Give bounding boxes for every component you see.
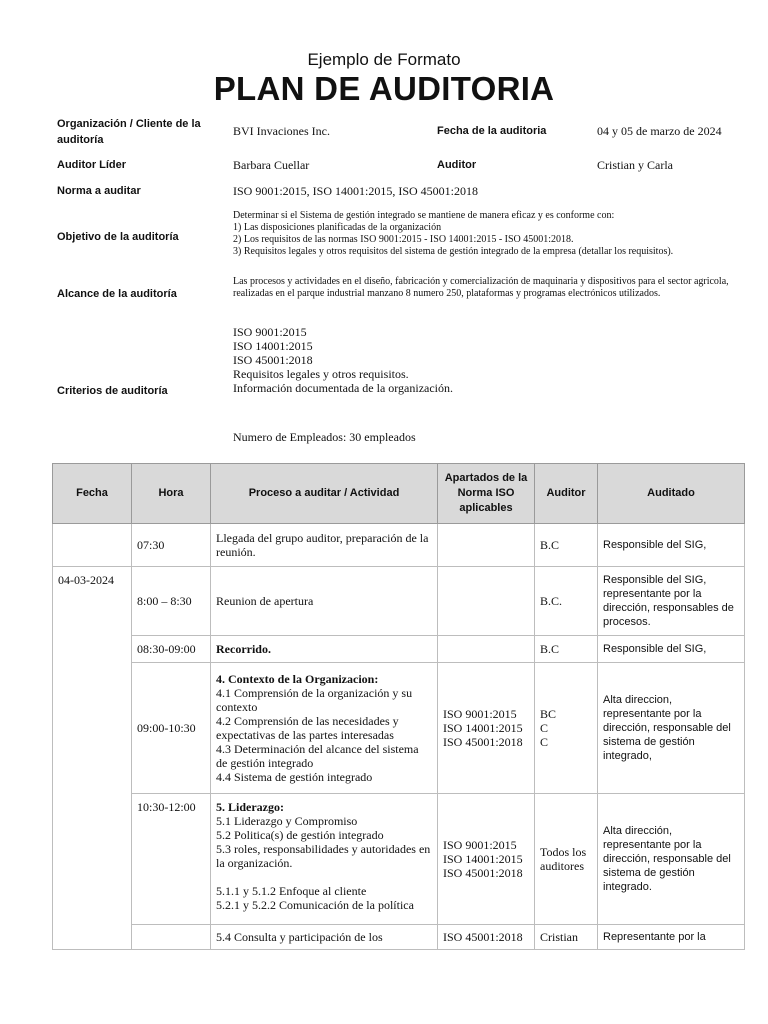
format-subtitle: Ejemplo de Formato bbox=[307, 50, 461, 69]
proceso-detail: 4.1 Comprensión de la organización y su contexto 4.2 Comprensión de las necesidades y expectativas de las partes interesadas 4.3 Determinación del alcance del sistema de gestión integrado 4.4 Sistema de gestión integrado bbox=[216, 686, 419, 784]
table-row bbox=[53, 663, 745, 794]
lider-value: Barbara Cuellar bbox=[233, 158, 310, 172]
header-auditor: Auditor bbox=[535, 464, 598, 524]
lider-label: Auditor Líder bbox=[57, 159, 127, 171]
criterios-label: Criterios de auditoría bbox=[57, 385, 168, 397]
cell-auditado: Responsible del SIG, bbox=[598, 524, 745, 567]
table-row bbox=[53, 925, 745, 950]
cell-auditado: Alta dirección, representante por la dirección, responsable del sistema de gestión integrado. bbox=[598, 794, 745, 925]
cell-proceso: 5.4 Consulta y participación de los bbox=[211, 925, 438, 950]
norma-label: Norma a auditar bbox=[57, 185, 141, 197]
page-title: PLAN DE AUDITORIA bbox=[213, 70, 555, 107]
cell-hora: 07:30 bbox=[132, 524, 211, 567]
norma-value: ISO 9001:2015, ISO 14001:2015, ISO 45001:2018 bbox=[233, 184, 479, 198]
cell-proceso: Reunion de apertura bbox=[211, 567, 438, 636]
table-row bbox=[53, 567, 745, 636]
table-header-row bbox=[53, 464, 745, 524]
header-fecha: Fecha bbox=[53, 464, 132, 524]
cell-apartados: ISO 9001:2015 ISO 14001:2015 ISO 45001:2018 bbox=[438, 794, 535, 925]
cell-hora: 09:00-10:30 bbox=[132, 663, 211, 794]
cell-hora: 10:30-12:00 bbox=[132, 794, 211, 925]
cell-proceso: Llegada del grupo auditor, preparación de la reunión. bbox=[211, 524, 438, 567]
cell-fecha: 04-03-2024 bbox=[53, 567, 132, 950]
cell-fecha bbox=[53, 524, 132, 567]
proceso-title: 5. Liderazgo: bbox=[216, 800, 284, 814]
criterios-value: ISO 9001:2015 ISO 14001:2015 ISO 45001:2018 Requisitos legales y otros requisitos. Información documentada de la organización. bbox=[233, 325, 454, 395]
cell-apartados: ISO 45001:2018 bbox=[438, 925, 535, 950]
table-row bbox=[53, 636, 745, 663]
cell-apartados bbox=[438, 567, 535, 636]
header-proceso: Proceso a auditar / Actividad bbox=[211, 464, 438, 524]
header-hora: Hora bbox=[132, 464, 211, 524]
header-auditado: Auditado bbox=[598, 464, 745, 524]
cell-hora: 08:30-09:00 bbox=[132, 636, 211, 663]
cell-apartados: ISO 9001:2015 ISO 14001:2015 ISO 45001:2018 bbox=[438, 663, 535, 794]
cell-apartados bbox=[438, 636, 535, 663]
cell-auditado: Representante por la bbox=[598, 925, 745, 950]
fecha-label: Fecha de la auditoria bbox=[437, 125, 547, 137]
cell-auditor: BC C C bbox=[535, 663, 598, 794]
table-row bbox=[53, 524, 745, 567]
objetivo-label: Objetivo de la auditoría bbox=[57, 231, 179, 243]
auditor-label: Auditor bbox=[437, 159, 477, 171]
org-value: BVI Invaciones Inc. bbox=[233, 124, 330, 138]
proceso-detail: 5.1 Liderazgo y Compromiso 5.2 Politica(s) de gestión integrado 5.3 roles, responsabilidades y autoridades en la organización. 5.1.1 y 5.1.2 Enfoque al cliente 5.2.1 y 5.2.2 Comunicación de la política bbox=[216, 814, 431, 912]
cell-apartados bbox=[438, 524, 535, 567]
alcance-value: Las procesos y actividades en el diseño, fabricación y comercialización de maquinaria y dispositivos para el sector agricola, realizadas en el parque industrial manzano 8 numero 250, plataformas y programas electrónicos utilizados. bbox=[233, 276, 729, 299]
empleados-text: Numero de Empleados: 30 empleados bbox=[233, 430, 416, 444]
cell-proceso bbox=[211, 794, 438, 925]
schedule-table bbox=[52, 463, 745, 950]
auditor-value: Cristian y Carla bbox=[597, 158, 673, 172]
objetivo-value: Determinar si el Sistema de gestión integrado se mantiene de manera eficaz y es conforme con: 1) Las disposiciones planificadas de la organización 2) Los requisitos de las normas ISO 9001:2015 - ISO 14001:2015 - ISO 45001:2018. 3) Requisitos legales y otros requisitos del sistema de gestión integrado de la empresa (detallar los requisitos). bbox=[233, 210, 674, 257]
org-label: Organización / Cliente de la auditoría bbox=[57, 118, 201, 146]
cell-auditor: B.C bbox=[535, 524, 598, 567]
cell-auditado: Responsible del SIG, bbox=[598, 636, 745, 663]
cell-auditor: B.C. bbox=[535, 567, 598, 636]
alcance-label: Alcance de la auditoría bbox=[57, 288, 177, 300]
cell-auditor: B.C bbox=[535, 636, 598, 663]
proceso-title: 4. Contexto de la Organizacion: bbox=[216, 672, 379, 686]
header-apartados: Apartados de la Norma ISO aplicables bbox=[438, 464, 535, 524]
cell-auditor: Cristian bbox=[535, 925, 598, 950]
cell-auditado: Responsible del SIG, representante por la dirección, responsables de procesos. bbox=[598, 567, 745, 636]
cell-hora: 8:00 – 8:30 bbox=[132, 567, 211, 636]
cell-hora bbox=[132, 925, 211, 950]
fecha-value: 04 y 05 de marzo de 2024 bbox=[597, 124, 722, 138]
cell-proceso: Recorrido. bbox=[211, 636, 438, 663]
cell-auditor: Todos los auditores bbox=[535, 794, 598, 925]
cell-auditado: Alta direccion, representante por la dirección, responsable del sistema de gestión integrado, bbox=[598, 663, 745, 794]
cell-proceso bbox=[211, 663, 438, 794]
table-row bbox=[53, 794, 745, 925]
